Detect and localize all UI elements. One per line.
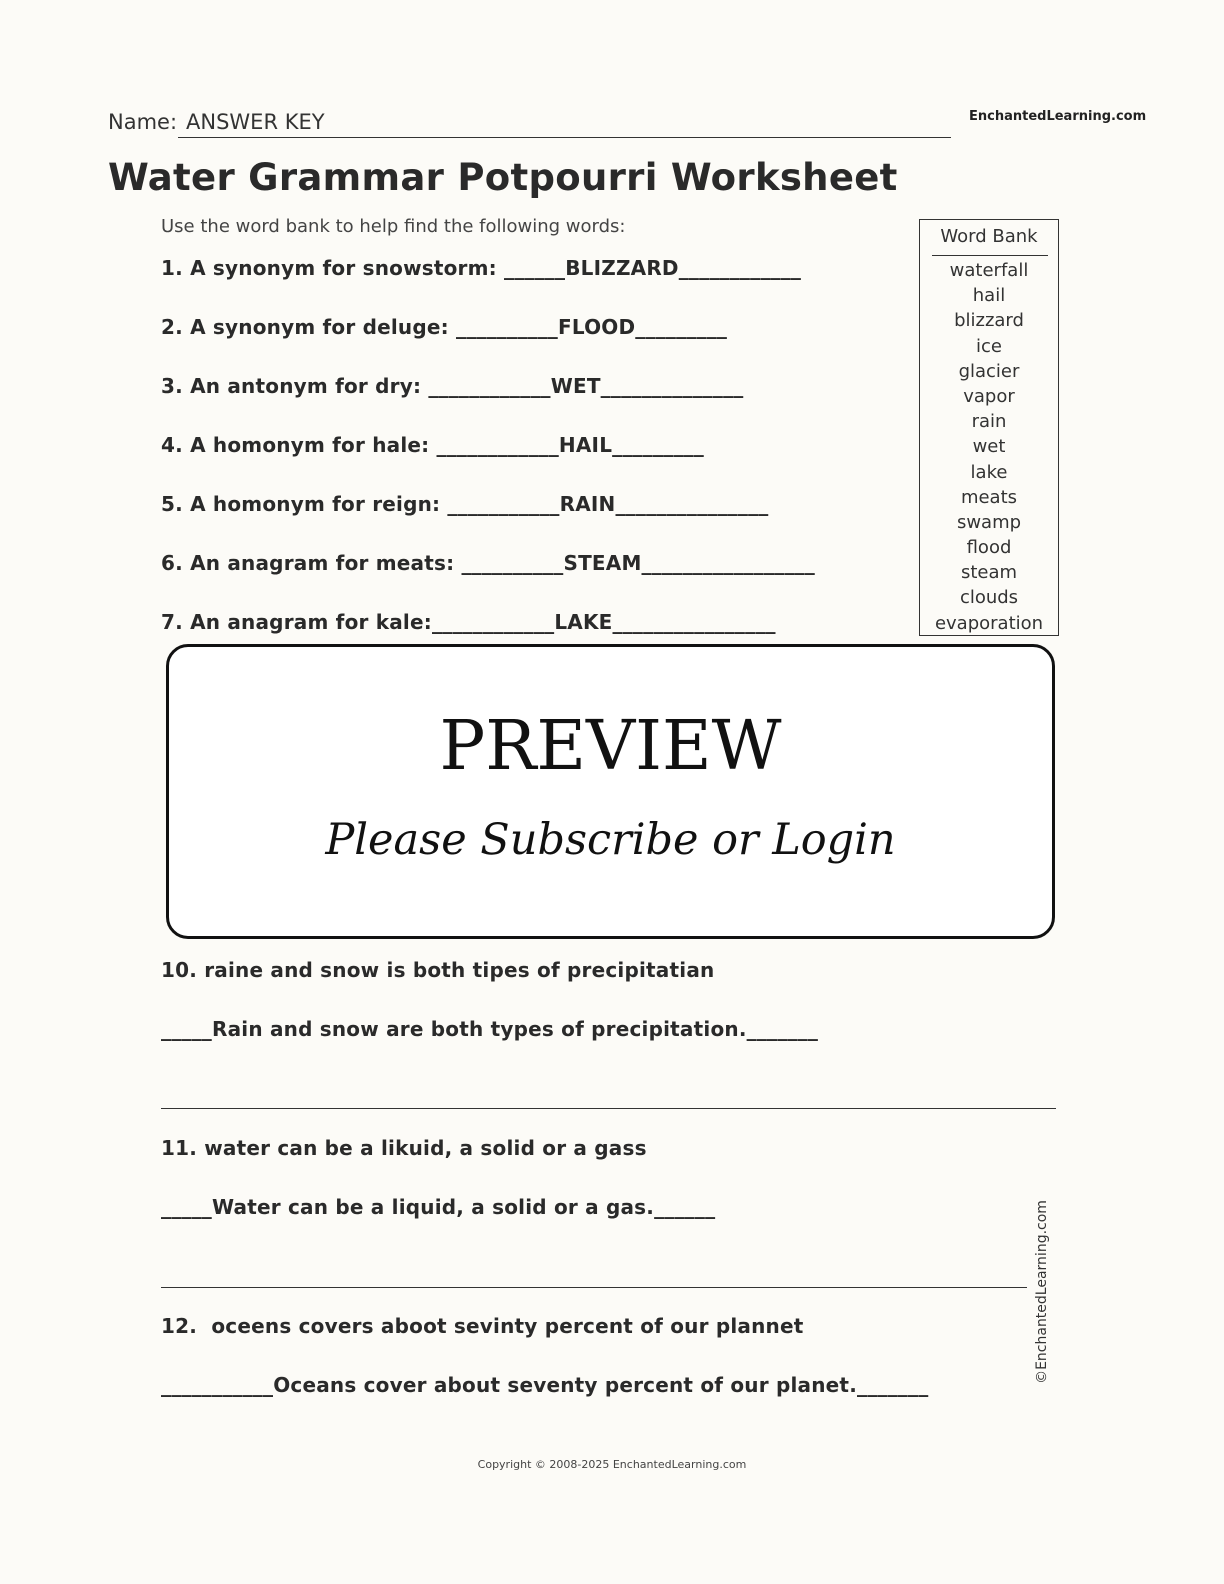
word-bank-item: flood: [966, 537, 1012, 559]
correction-answer-10: _____Rain and snow are both types of precipitation._______: [161, 1017, 819, 1041]
correction-prompt-10: 10. raine and snow is both tipes of precipitatian: [161, 958, 715, 982]
question-6: 6. An anagram for meats: __________STEAM_________________: [161, 551, 815, 575]
question-5: 5. A homonym for reign: ___________RAIN_______________: [161, 492, 769, 516]
name-value: ANSWER KEY: [186, 110, 325, 134]
correction-prompt-12: 12. oceens covers aboot sevinty percent of our plannet: [161, 1314, 804, 1338]
word-bank-item: waterfall: [949, 260, 1029, 281]
question-7: 7. An anagram for kale:____________LAKE________________: [161, 610, 776, 634]
word-bank-item: wet: [972, 436, 1006, 458]
name-underline: [178, 137, 951, 138]
word-bank-title: Word Bank: [940, 226, 1038, 247]
question-2: 2. A synonym for deluge: __________FLOOD_________: [161, 315, 728, 339]
word-bank-item: rain: [971, 411, 1007, 433]
word-bank-item: vapor: [963, 385, 1015, 407]
site-logo-text: EnchantedLearning.com: [969, 109, 1147, 124]
word-bank-item: meats: [960, 486, 1018, 508]
word-bank-item: clouds: [959, 587, 1019, 609]
page-title: Water Grammar Potpourri Worksheet: [108, 156, 898, 199]
word-bank-item: glacier: [958, 360, 1020, 382]
preview-title: PREVIEW: [439, 707, 782, 786]
question-1: 1. A synonym for snowstorm: ______BLIZZARD____________: [161, 256, 802, 280]
question-3: 3. An antonym for dry: ____________WET______________: [161, 374, 744, 398]
word-bank-item: hail: [972, 285, 1006, 307]
preview-subscribe-login-link[interactable]: Please Subscribe or Login: [325, 815, 896, 865]
instructions: Use the word bank to help find the following words:: [161, 216, 626, 237]
word-bank-item: lake: [970, 461, 1008, 483]
word-bank-item: evaporation: [934, 612, 1044, 634]
writing-line: [161, 1287, 1027, 1288]
word-bank-item: ice: [976, 335, 1002, 357]
correction-answer-11: _____Water can be a liquid, a solid or a gas.______: [161, 1195, 716, 1219]
correction-prompt-11: 11. water can be a likuid, a solid or a gass: [161, 1136, 647, 1160]
correction-answer-12: ___________Oceans cover about seventy percent of our planet._______: [161, 1373, 929, 1397]
side-copyright: ©EnchantedLearning.com: [1034, 1200, 1050, 1384]
word-bank-divider: [932, 255, 1048, 256]
word-bank-item: blizzard: [954, 310, 1024, 332]
word-bank-item: swamp: [956, 511, 1022, 533]
footer-copyright: Copyright © 2008-2025 EnchantedLearning.com: [477, 1458, 747, 1471]
word-bank: [919, 219, 1059, 636]
name-label: Name:: [108, 110, 178, 134]
word-bank-item: steam: [960, 562, 1018, 584]
question-4: 4. A homonym for hale: ____________HAIL_________: [161, 433, 704, 457]
word-bank-list: [920, 258, 1058, 636]
preview-overlay[interactable]: [166, 644, 1055, 939]
writing-line: [161, 1108, 1056, 1109]
